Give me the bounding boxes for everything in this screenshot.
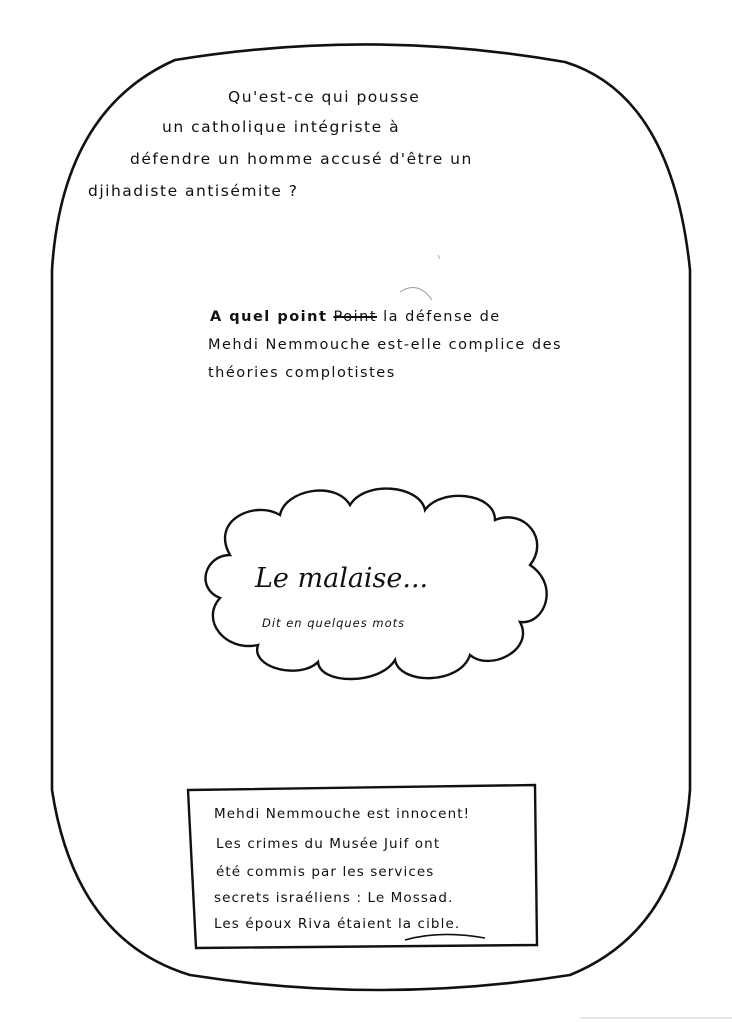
- box-line: Les crimes du Musée Juif ont: [216, 836, 441, 852]
- question1-line4: djihadiste antisémite ?: [88, 182, 299, 200]
- pencil-mark: [400, 288, 432, 301]
- underline-swoosh: [405, 934, 485, 940]
- question1-line2: un catholique intégriste à: [162, 118, 401, 136]
- pencil-dot: [438, 255, 440, 259]
- question1-line3: défendre un homme accusé d'être un: [130, 150, 473, 168]
- question2-line3: théories complotistes: [208, 365, 396, 381]
- question1-line1: Qu'est-ce qui pousse: [228, 88, 421, 106]
- question2-line2: Mehdi Nemmouche est-elle complice des: [208, 337, 563, 353]
- cloud-title: Le malaise...: [255, 563, 429, 594]
- box-line: Les époux Riva étaient la cible.: [214, 916, 461, 932]
- box-line: Mehdi Nemmouche est innocent!: [214, 806, 471, 822]
- question2-line1: [210, 310, 501, 325]
- question2-struck-word: Point: [333, 309, 378, 325]
- question2-line1-end: la défense de: [383, 309, 501, 325]
- question2-line1-start: A quel point: [210, 309, 328, 325]
- box-line: secrets israéliens : Le Mossad.: [214, 890, 454, 906]
- cloud-subtitle: Dit en quelques mots: [262, 616, 406, 630]
- box-line: été commis par les services: [216, 864, 435, 880]
